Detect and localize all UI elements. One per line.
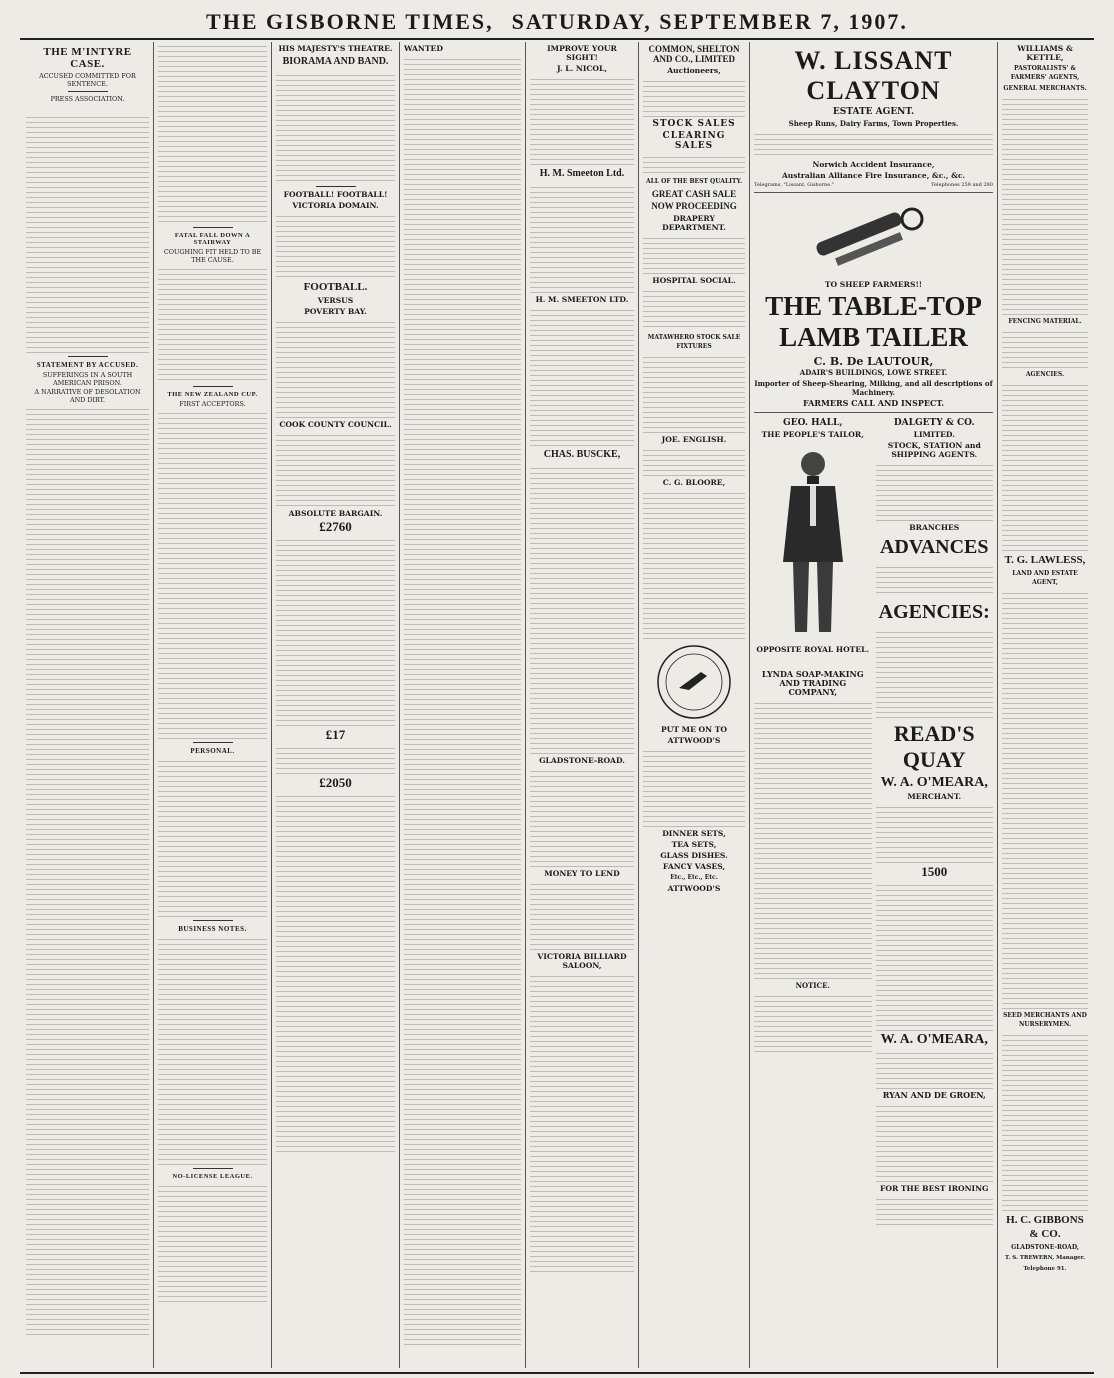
ad-price-17: £17 [325,727,346,742]
lamb-tailer-tool-illustration [794,197,954,277]
ad-sheep-runs: Sheep Runs, Dairy Farms, Town Properties. [788,119,959,128]
column-6 [639,42,750,1368]
ad-wanted: WANTED [404,44,443,53]
ad-dalgety-limited: LIMITED. [913,430,955,439]
ad-peoples-tailor: THE PEOPLE'S TAILOR, [761,430,864,439]
ad-1500-bags: 1500 [921,864,948,879]
ad-estate-agent: ESTATE AGENT. [832,107,915,117]
ad-money-to-lend: MONEY TO LEND [544,869,620,878]
body-text-block [876,628,994,718]
ad-importer: Importer of Sheep-Shearing, Milking, and all descriptions of Machinery. [754,379,993,397]
body-text-block [530,880,634,950]
ad-joe-english: JOE. ENGLISH. [661,435,727,444]
column-3 [272,42,400,1368]
ad-de-lautour: C. B. De LAUTOUR, [813,355,934,368]
ad-smeeton-2: H. M. SMEETON LTD. [535,295,629,304]
body-text-block [158,42,267,224]
body-text-block [276,318,395,418]
column-5 [526,42,639,1368]
body-text-block [754,819,872,979]
ad-drapery: DRAPERY DEPARTMENT. [662,214,726,232]
ad-to-sheep-farmers: TO SHEEP FARMERS!! [824,280,923,289]
body-text-block [26,405,149,1335]
ad-common-shelton: COMMON, SHELTON AND CO., LIMITED [648,44,740,64]
article-heading-fatal-fall: FATAL FALL DOWN A STAIRWAY [174,232,251,246]
bottom-rule [20,1372,1094,1374]
tailored-gentleman-illustration [763,442,863,642]
ad-put-me-on: PUT ME ON TO [661,725,727,734]
ad-auctioneers: Auctioneers, [667,66,721,75]
body-text-block [158,265,267,383]
divider [754,192,993,193]
ad-best-ironing: FOR THE BEST IRONING [879,1184,989,1193]
masthead [20,8,1094,36]
divider [193,386,233,387]
article-subheading: COUGHING FIT HELD TO BE THE CAUSE. [163,248,262,264]
ad-bloore: C. G. BLOORE, [662,478,726,487]
ad-lawless: T. G. LAWLESS, [1004,554,1086,566]
ad-great-cash-sale: GREAT CASH SALE NOW PROCEEDING [651,189,737,211]
ad-australian: Australian Alliance Fire Insurance, &c., &c. [781,171,966,180]
ad-omeara-2: W. A. O'MEARA, [880,1032,988,1047]
masthead-date: SATURDAY, SEPTEMBER 7, 1907. [511,9,908,34]
ad-theatre: HIS MAJESTY'S THEATRE. [278,44,393,53]
ad-price-2760: £2760 [319,519,352,534]
ad-telegrams: Telegrams, "Lissant, Gisborne." [754,182,835,188]
ad-glass-dishes: GLASS DISHES. [660,851,728,860]
ad-notice: NOTICE. [795,981,830,990]
ad-table-top-lamb-tailer: THE TABLE-TOP LAMB TAILER [765,291,982,352]
subcolumn-right [876,417,994,1225]
body-text-block [754,130,993,158]
body-text-block [754,992,872,1052]
ad-geo-hall: GEO. HALL, [783,418,843,428]
ad-victoria-billiard: VICTORIA BILLIARD SALOON, [537,952,627,970]
article-subheading: A NARRATIVE OF DESOLATION AND DIRT. [34,388,141,405]
ad-seed-merchants: SEED MERCHANTS AND NURSERYMEN. [1003,1012,1087,1028]
divider [193,1168,233,1169]
divider [68,91,108,92]
divider [68,356,108,357]
ad-land-estate: LAND AND ESTATE AGENT, [1012,570,1078,586]
ad-stock-station: STOCK, STATION and SHIPPING AGENTS. [887,441,981,459]
ad-football: FOOTBALL! FOOTBALL! [283,190,388,199]
body-text-block [1002,1031,1088,1211]
body-text-block [276,744,395,774]
body-text-block [276,212,395,278]
masthead-title: THE GISBORNE TIMES, [206,9,494,34]
article-subheading: SUFFERINGS IN A SOUTH AMERICAN PRISON. [42,371,133,388]
article-heading-personal: PERSONAL. [190,747,235,755]
body-text-block [643,234,745,274]
hand-pointer-illustration [649,642,739,722]
ad-nicol: J. L. NICOL, [556,64,608,73]
body-text-block [876,1049,994,1089]
column-7 [750,42,998,1368]
subcolumn-left [754,417,872,1225]
ad-hospital-social: HOSPITAL SOCIAL. [652,276,736,285]
ad-gladstone: GLADSTONE-ROAD. [539,756,625,765]
ad-norwich: Norwich Accident Insurance, [812,160,935,169]
top-rule [20,38,1094,40]
ad-clearing-sales: CLEARING SALES [662,131,726,151]
ad-pastoralists: PASTORALISTS' & FARMERS' AGENTS, [1010,65,1080,81]
ad-stock-sales: STOCK SALES [652,119,736,129]
divider [193,227,233,228]
body-text-block [876,461,994,521]
article-subheading: FIRST ACCEPTORS. [179,400,246,408]
ad-price-2050: £2050 [319,775,352,790]
ad-attwoods: ATTWOOD'S [667,736,721,745]
divider [193,742,233,743]
ad-general-merchants: GENERAL MERCHANTS. [1003,85,1087,92]
classifieds-text-block [404,55,521,1345]
ad-agencies-list: AGENCIES. [1025,371,1065,378]
ad-contact-row [754,182,993,188]
ad-omeara: W. A. O'MEARA, [880,775,988,790]
column-4 [400,42,526,1368]
ad-absolute-bargain: ABSOLUTE BARGAIN. [288,509,383,518]
ad-merchant: MERCHANT. [907,792,962,801]
ad-farmers-inspect: FARMERS CALL AND INSPECT. [802,398,945,408]
body-text-block [643,287,745,331]
ad-fancy-vases: FANCY VASES, [662,862,726,871]
body-text-block [876,1102,994,1182]
article-body [26,104,149,110]
body-text-block [1002,589,1088,1009]
columns [22,42,1092,1368]
ad-reads-quay: READ'S QUAY [893,721,975,772]
ad-versus: VERSUS [317,296,354,305]
body-text-block [876,563,994,597]
column-8 [998,42,1092,1368]
ad-attwoods-footer: ATTWOOD'S [667,884,721,893]
ad-ryan-de-groen: RYAN AND DE GROEN, [882,1090,986,1100]
body-text-block [876,881,994,1031]
ad-lynda: LYNDA SOAP-MAKING AND TRADING COMPANY, [761,669,864,697]
ad-telephones: Telephones 259 and 280 [931,182,993,188]
article-heading-nz-cup: THE NEW ZEALAND CUP. [167,391,258,398]
body-text-block [530,75,634,165]
body-text-block [530,306,634,446]
body-text-block [643,489,745,639]
body-text-block [530,464,634,754]
column-2 [154,42,272,1368]
article-subheading: ACCUSED COMMITTED FOR SENTENCE. [39,72,136,88]
ad-tea-sets: TEA SETS, [671,840,717,849]
ad-victoria-domain: VICTORIA DOMAIN. [292,201,379,210]
body-text-block [158,935,267,1165]
article-heading-business: BUSINESS NOTES. [178,925,247,933]
ad-matawhero: MATAWHERO STOCK SALE FIXTURES [647,334,741,350]
body-text-block [530,767,634,867]
ad-all-best: ALL OF THE BEST QUALITY. [645,178,743,185]
article-heading-no-license: NO-LICENSE LEAGUE. [172,1173,253,1180]
ad-gladstone-road: GLADSTONE-ROAD, [1011,1244,1079,1251]
body-text-block [754,699,872,819]
body-text-block [276,792,395,1152]
ad-trewern: T. S. TREWERN, Manager. [1005,1255,1085,1261]
ad-gibbons: H. C. GIBBONS & CO. [1006,1214,1084,1240]
article-heading-statement: STATEMENT BY ACCUSED. [36,361,139,370]
ad-opposite-royal: OPPOSITE ROYAL HOTEL. [756,645,870,654]
press-line: PRESS ASSOCIATION. [50,95,125,103]
body-text-block [876,1195,994,1225]
body-text-block [530,183,634,293]
body-text-block [276,71,395,183]
ad-fencing-material: FENCING MATERIAL. [1008,318,1082,325]
body-text-block [1002,95,1088,315]
body-text-block [643,446,745,476]
ad-football-title: FOOTBALL. [303,281,368,293]
ad-branches: BRANCHES [909,523,960,532]
ad-improve-sight: IMPROVE YOUR SIGHT! [547,44,617,62]
divider [754,412,993,413]
column-1 [22,42,154,1368]
body-text-block [530,972,634,1272]
body-text-block [1002,381,1088,551]
divider [316,186,356,187]
ad-poverty-bay: POVERTY BAY. [304,307,367,316]
body-text-block [158,1182,267,1302]
body-text-block [876,803,994,863]
subcolumns [754,417,993,1225]
ad-smeeton: H. M. Smeeton Ltd. [539,168,625,179]
divider [193,920,233,921]
ad-adairs: ADAIR'S BUILDINGS, LOWE STREET. [799,368,948,377]
body-text-block [1002,328,1088,368]
ad-dinner-sets: DINNER SETS, [662,829,726,838]
ad-cook-county: COOK COUNTY COUNCIL. [279,420,392,429]
ad-williams-kettle: WILLIAMS & KETTLE, [1017,44,1073,62]
ad-lissant-clayton: W. LISSANT CLAYTON [794,46,953,105]
ad-etc: Etc., Etc., Etc. [670,874,718,881]
body-text-block [276,536,395,726]
body-text-block [643,77,745,117]
body-text-block [643,353,745,433]
body-text-block [643,153,745,175]
ad-dalgety: DALGETY & CO. [893,418,975,428]
body-text-block [26,113,149,353]
body-text-block [643,747,745,827]
body-text-block [276,431,395,507]
body-text-block [158,409,267,739]
ad-biorama: BIORAMA AND BAND. [282,56,389,67]
article-heading-mintyre: THE M'INTYRE CASE. [43,46,132,70]
ad-buscke: CHAS. BUSCKE, [543,449,621,460]
ad-agencies: AGENCIES: [878,601,990,623]
body-text-block [158,757,267,917]
ad-advances: ADVANCES [879,536,989,558]
ad-telephone-91: Telephone 91. [1023,1266,1067,1272]
